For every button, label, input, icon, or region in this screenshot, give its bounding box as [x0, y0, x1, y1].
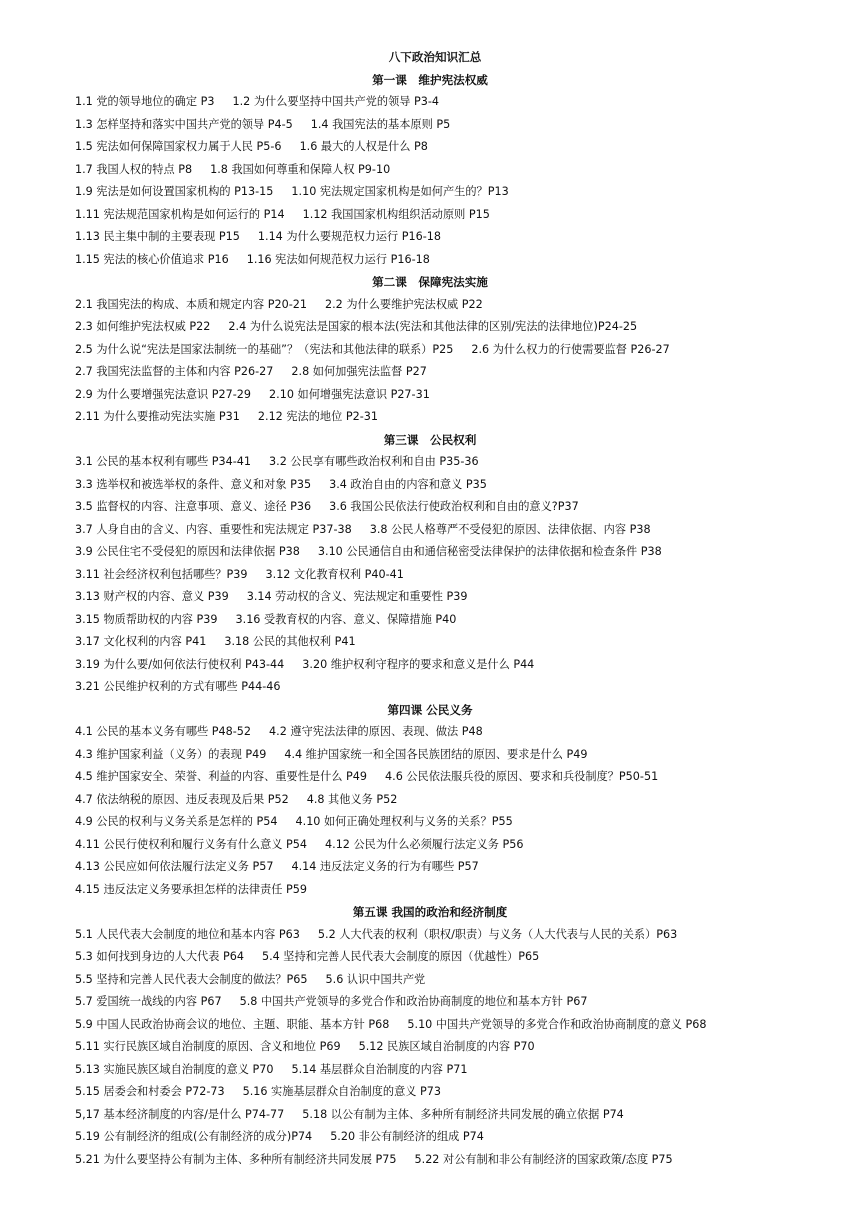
topic-item: 2.11 为什么要推动宪法实施 P31: [75, 410, 240, 423]
topic-item: 4.1 公民的基本义务有哪些 P48-52: [75, 725, 252, 738]
topic-item: 4.2 遵守宪法法律的原因、表现、做法 P48: [269, 725, 483, 738]
topic-item: 4.7 依法纳税的原因、违反表现及后果 P52: [75, 792, 289, 806]
topic-item: 4.10 如何正确处理权利与义务的关系？P55: [295, 815, 513, 828]
topic-item: 2.2 为什么要维护宪法权威 P22: [324, 297, 483, 311]
topic-row: [0, 609, 860, 632]
topic-item: 4.15 违反法定义务要承担怎样的法律责任 P59: [75, 882, 308, 896]
topic-item: 3.20 维护权利守程序的要求和意义是什么 P44: [302, 657, 535, 671]
document-page: [0, 46, 860, 1171]
topic-row: [0, 924, 860, 947]
document-title: 八下政治知识汇总: [388, 50, 482, 64]
topic-item: 3.15 物质帮助权的内容 P39: [75, 612, 218, 626]
topic-row: [0, 744, 860, 767]
topic-item: 3.17 文化权利的内容 P41: [75, 635, 207, 648]
topic-item: 1.7 我国人权的特点 P8: [75, 162, 193, 176]
topic-item: 5.6 认识中国共产党: [325, 972, 426, 986]
topic-item: 5.10 中国共产党领导的多党合作和政治协商制度的意义 P68: [407, 1017, 707, 1031]
topic-item: 4.4 维护国家统一和全国各民族团结的原因、要求是什么 P49: [284, 747, 588, 761]
lesson-heading: 第一课 维护宪法权威: [372, 72, 488, 87]
topic-item: 1.9 宪法是如何设置国家机构的 P13-15: [75, 185, 274, 198]
topic-item: 1.15 宪法的核心价值追求 P16: [75, 252, 229, 266]
topic-row: [0, 969, 860, 992]
topic-item: 1.6 最大的人权是什么 P8: [299, 140, 428, 153]
topic-row: [0, 1036, 860, 1059]
topic-row: [0, 519, 860, 542]
topic-row: [0, 564, 860, 587]
topic-item: 2.1 我国宪法的构成、本质和规定内容 P20-21: [75, 297, 307, 311]
topic-row: [0, 654, 860, 677]
topic-row: [0, 91, 860, 114]
topic-item: 3.10 公民通信自由和通信秘密受法律保护的法律依据和检查条件 P38: [317, 545, 662, 558]
topic-item: 3.11 社会经济权利包括哪些？P39: [75, 567, 248, 581]
lesson-heading: 第五课 我国的政治和经济制度: [352, 905, 508, 919]
topic-item: 1.12 我国国家机构组织活动原则 P15: [302, 207, 490, 221]
document-body: [0, 69, 860, 1172]
topic-item: 5.16 实施基层群众自治制度的意义 P73: [242, 1085, 442, 1098]
topic-item: 2.6 为什么权力的行使需要监督 P26-27: [471, 342, 670, 356]
topic-item: 4.3 维护国家利益（义务）的表现 P49: [75, 747, 267, 761]
topic-row: [0, 834, 860, 857]
topic-item: 5.19 公有制经济的组成(公有制经济的成分)P74: [75, 1130, 313, 1143]
topic-item: 4.13 公民应如何依法履行法定义务 P57: [75, 860, 274, 873]
topic-item: 2.3 如何维护宪法权威 P22: [75, 320, 211, 333]
topic-item: 4.12 公民为什么必须履行法定义务 P56: [325, 837, 524, 851]
topic-row: [0, 181, 860, 204]
topic-item: 3.14 劳动权的含义、宪法规定和重要性 P39: [246, 590, 468, 603]
topic-item: 1.3 怎样坚持和落实中国共产党的领导 P4-5: [75, 117, 293, 131]
topic-row: [0, 631, 860, 654]
topic-item: 5.21 为什么要坚持公有制为主体、多种所有制经济共同发展 P75: [75, 1152, 397, 1166]
topic-row: [0, 541, 860, 564]
topic-item: 5.18 以公有制为主体、多种所有制经济共同发展的确立依据 P74: [302, 1107, 624, 1121]
topic-item: 5.15 居委会和村委会 P72-73: [75, 1085, 225, 1098]
topic-item: 4.6 公民依法服兵役的原因、要求和兵役制度？P50-51: [385, 770, 659, 783]
topic-row: [0, 204, 860, 227]
topic-item: 5,17 基本经济制度的内容/是什么 P74-77: [75, 1107, 285, 1121]
topic-item: 3.4 政治自由的内容和意义 P35: [329, 477, 487, 491]
topic-row: [0, 1126, 860, 1149]
topic-item: 1.2 为什么要坚持中国共产党的领导 P3-4: [232, 95, 440, 108]
topic-item: 1.5 宪法如何保障国家权力属于人民 P5-6: [75, 140, 282, 153]
topic-item: 3.16 受教育权的内容、意义、保障措施 P40: [235, 612, 457, 626]
topic-item: 3.8 公民人格尊严不受侵犯的原因、法律依据、内容 P38: [369, 522, 651, 536]
topic-item: 4.14 违反法定义务的行为有哪些 P57: [291, 860, 479, 873]
topic-item: 5.9 中国人民政治协商会议的地位、主题、职能、基本方针 P68: [75, 1017, 390, 1031]
topic-row: [0, 789, 860, 812]
topic-item: 5.20 非公有制经济的组成 P74: [330, 1130, 484, 1143]
topic-item: 1.10 宪法规定国家机构是如何产生的？P13: [291, 185, 509, 198]
topic-item: 5.4 坚持和完善人民代表大会制度的原因（优越性）P65: [261, 950, 540, 963]
lesson-heading: 第二课 保障宪法实施: [372, 275, 488, 289]
topic-item: 3.6 我国公民依法行使政治权利和自由的意义?P37: [329, 500, 579, 513]
topic-row: [0, 856, 860, 879]
topic-item: 3.1 公民的基本权利有哪些 P34-41: [75, 455, 252, 468]
topic-item: 3.3 选举权和被选举权的条件、意义和对象 P35: [75, 477, 312, 491]
topic-row: [0, 406, 860, 429]
topic-item: 2.5 为什么说“宪法是国家法制统一的基础”？（宪法和其他法律的联系）P25: [75, 342, 454, 356]
topic-item: 3.21 公民维护权利的方式有哪些 P44-46: [75, 680, 281, 693]
topic-row: [0, 384, 860, 407]
topic-item: 3.9 公民住宅不受侵犯的原因和法律依据 P38: [75, 545, 300, 558]
topic-row: [0, 136, 860, 159]
topic-item: 5.22 对公有制和非公有制经济的国家政策/态度 P75: [414, 1152, 673, 1166]
topic-row: [0, 1014, 860, 1037]
topic-item: 5.1 人民代表大会制度的地位和基本内容 P63: [75, 927, 300, 941]
topic-row: [0, 766, 860, 789]
topic-item: 3.18 公民的其他权利 P41: [224, 635, 356, 648]
topic-item: 4.5 维护国家安全、荣誉、利益的内容、重要性是什么 P49: [75, 770, 368, 783]
topic-item: 5.12 民族区域自治制度的内容 P70: [358, 1040, 535, 1053]
topic-item: 5.13 实施民族区域自治制度的意义 P70: [75, 1062, 274, 1076]
topic-item: 2.10 如何增强宪法意识 P27-31: [269, 387, 430, 401]
topic-row: [0, 1149, 860, 1172]
topic-item: 5.8 中国共产党领导的多党合作和政治协商制度的地位和基本方针 P67: [239, 995, 588, 1008]
topic-item: 4.8 其他义务 P52: [306, 792, 398, 806]
topic-item: 5.5 坚持和完善人民代表大会制度的做法？P65: [75, 972, 308, 986]
topic-item: 1.13 民主集中制的主要表现 P15: [75, 230, 240, 243]
topic-item: 1.16 宪法如何规范权力运行 P16-18: [246, 252, 430, 266]
topic-item: 3.7 人身自由的含义、内容、重要性和宪法规定 P37-38: [75, 522, 352, 536]
topic-row: [0, 249, 860, 272]
topic-item: 1.14 为什么要规范权力运行 P16-18: [257, 230, 442, 243]
topic-row: [0, 991, 860, 1014]
topic-item: 2.9 为什么要增强宪法意识 P27-29: [75, 387, 252, 401]
lesson-heading: 第三课 公民权利: [383, 432, 477, 447]
topic-row: [0, 496, 860, 519]
topic-row: [0, 226, 860, 249]
topic-item: 2.4 为什么说宪法是国家的根本法(宪法和其他法律的区别/宪法的法律地位)P24-25: [228, 320, 638, 333]
topic-row: [0, 946, 860, 969]
topic-row: [0, 586, 860, 609]
topic-item: 5.14 基层群众自治制度的内容 P71: [291, 1062, 468, 1076]
topic-row: [0, 361, 860, 384]
topic-item: 1.4 我国宪法的基本原则 P5: [310, 117, 451, 131]
topic-item: 3.12 文化教育权利 P40-41: [265, 567, 404, 581]
topic-row: [0, 451, 860, 474]
topic-row: [0, 159, 860, 182]
topic-row: [0, 294, 860, 317]
topic-item: 2.12 宪法的地位 P2-31: [257, 410, 378, 423]
topic-row: [0, 316, 860, 339]
topic-row: [0, 114, 860, 137]
topic-row: [0, 721, 860, 744]
topic-row: [0, 1104, 860, 1127]
topic-item: 3.2 公民享有哪些政治权利和自由 P35-36: [269, 455, 479, 468]
topic-row: [0, 339, 860, 362]
topic-item: 2.8 如何加强宪法监督 P27: [291, 365, 427, 378]
topic-item: 5.2 人大代表的权利（职权/职责）与义务（人大代表与人民的关系）P63: [317, 927, 678, 941]
topic-item: 4.11 公民行使权利和履行义务有什么意义 P54: [75, 837, 308, 851]
topic-item: 2.7 我国宪法监督的主体和内容 P26-27: [75, 365, 274, 378]
topic-row: [0, 1059, 860, 1082]
topic-row: [0, 676, 860, 699]
topic-item: 5.3 如何找到身边的人大代表 P64: [75, 950, 244, 963]
lesson-heading: 第四课 公民义务: [387, 702, 473, 717]
topic-row: [0, 1081, 860, 1104]
topic-row: [0, 879, 860, 902]
topic-item: 4.9 公民的权利与义务关系是怎样的 P54: [75, 815, 278, 828]
topic-item: 5.11 实行民族区域自治制度的原因、含义和地位 P69: [75, 1040, 341, 1053]
topic-item: 1.11 宪法规范国家机构是如何运行的 P14: [75, 207, 285, 221]
topic-item: 3.19 为什么要/如何依法行使权利 P43-44: [75, 657, 285, 671]
topic-item: 5.7 爱国统一战线的内容 P67: [75, 995, 222, 1008]
topic-item: 1.8 我国如何尊重和保障人权 P9-10: [210, 162, 391, 176]
topic-item: 3.5 监督权的内容、注意事项、意义、途径 P36: [75, 500, 312, 513]
topic-row: [0, 474, 860, 497]
topic-item: 3.13 财产权的内容、意义 P39: [75, 590, 229, 603]
topic-row: [0, 811, 860, 834]
topic-item: 1.1 党的领导地位的确定 P3: [75, 95, 215, 108]
